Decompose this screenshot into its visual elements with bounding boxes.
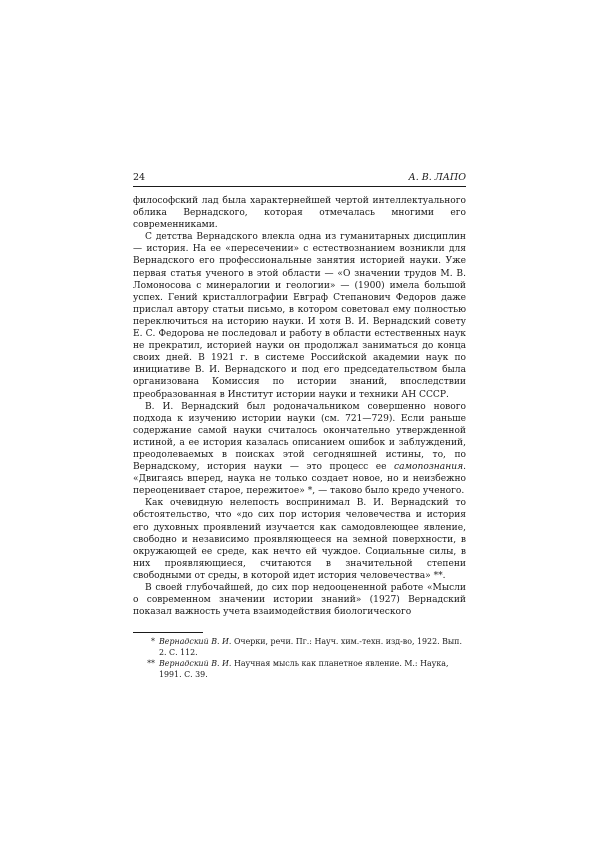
footnote-citation: Научная мысль как планетное явление. М.: Наука, 1991. С. 39.: [159, 659, 449, 680]
running-header: [133, 172, 466, 187]
book-page: [133, 172, 466, 680]
running-title: А. В. ЛАПО: [408, 172, 466, 183]
footnote-divider: [133, 632, 203, 633]
footnote-text: [159, 636, 466, 658]
paragraph: [133, 401, 466, 498]
paragraph: Как очевидную нелепость воспринимал В. И. Вернадский то обстоятельство, что «до сих пор история человечества и история его духовных проявлений изучается как самодовлеющее явление, свободно и независимо проявляющееся на земной поверхности, в окружающей ее среде, как нечто ей чуждое. Социальные силы, в них проявляющиеся, считаются в значительной степени свободными от среды, в которой идет история человечества» **.: [133, 498, 466, 581]
paragraph: С детства Вернадского влекла одна из гуманитарных дисциплин — история. На ее «пересечении» с естествознанием возникли для Вернадского его профессиональные занятия историей науки. Уже первая статья ученого в этой области — «О значении трудов М. В. Ломоносова с минералогии и геологии» — (1900) имела большой успех. Гений кристаллографии Евграф Степанович Федоров даже прислал автору статьи письмо, в котором советовал ему полностью переключиться на историю науки. И хотя В. И. Вернадский совету Е. С. Федорова не последовал и работу в области естественных наук не прекратил, историей науки он продолжал заниматься до конца своих дней. В 1921 г. в системе Российской академии наук по инициативе В. И. Вернадского и под его председательством была организована Комиссия по истории знаний, впоследствии преобразованная в Институт истории науки и техники АН СССР.: [133, 232, 466, 400]
paragraph-text: . «Двигаясь вперед, наука не только создает новое, но и неизбежно переоценивает старое, пережитое» *, — таково было кредо ученого.: [133, 462, 466, 497]
footnotes: [133, 636, 466, 680]
emphasized-term: самопознания: [393, 462, 464, 473]
footnote-mark: **: [147, 659, 155, 669]
footnote-citation: Очерки, речи. Пг.: Науч. хим.-техн. изд-во, 1922. Вып. 2. С. 112.: [159, 637, 462, 658]
footnote-author: Вернадский В. И.: [159, 637, 232, 647]
paragraph: В своей глубочайшей, до сих пор недооцененной работе «Мысли о современном значении истории знаний» (1927) Вернадский показал важность учета взаимодействия биологического: [133, 583, 466, 618]
paragraph-text: В. И. Вернадский был родоначальником совершенно нового подхода к изучению истории науки (см. 721—729). Если раньше содержание самой науки считалось окончательно утвержденной истиной, а ее история казалась описанием ошибок и заблуждений, преодолеваемых в поисках этой сегодняшней истины, то, по Вернадскому, история науки — это процесс ее: [133, 401, 466, 473]
footnote-mark: *: [151, 637, 155, 647]
paragraph: философский лад была характернейшей чертой интеллектуального облика Вернадского, которая отмечалась многими его современниками.: [133, 196, 466, 231]
footnote-text: [159, 658, 466, 680]
body-text: [133, 195, 466, 618]
footnote-author: Вернадский В. И.: [159, 659, 232, 669]
page-number: 24: [133, 172, 146, 183]
footnote: [133, 658, 466, 680]
footnote: [133, 636, 466, 658]
